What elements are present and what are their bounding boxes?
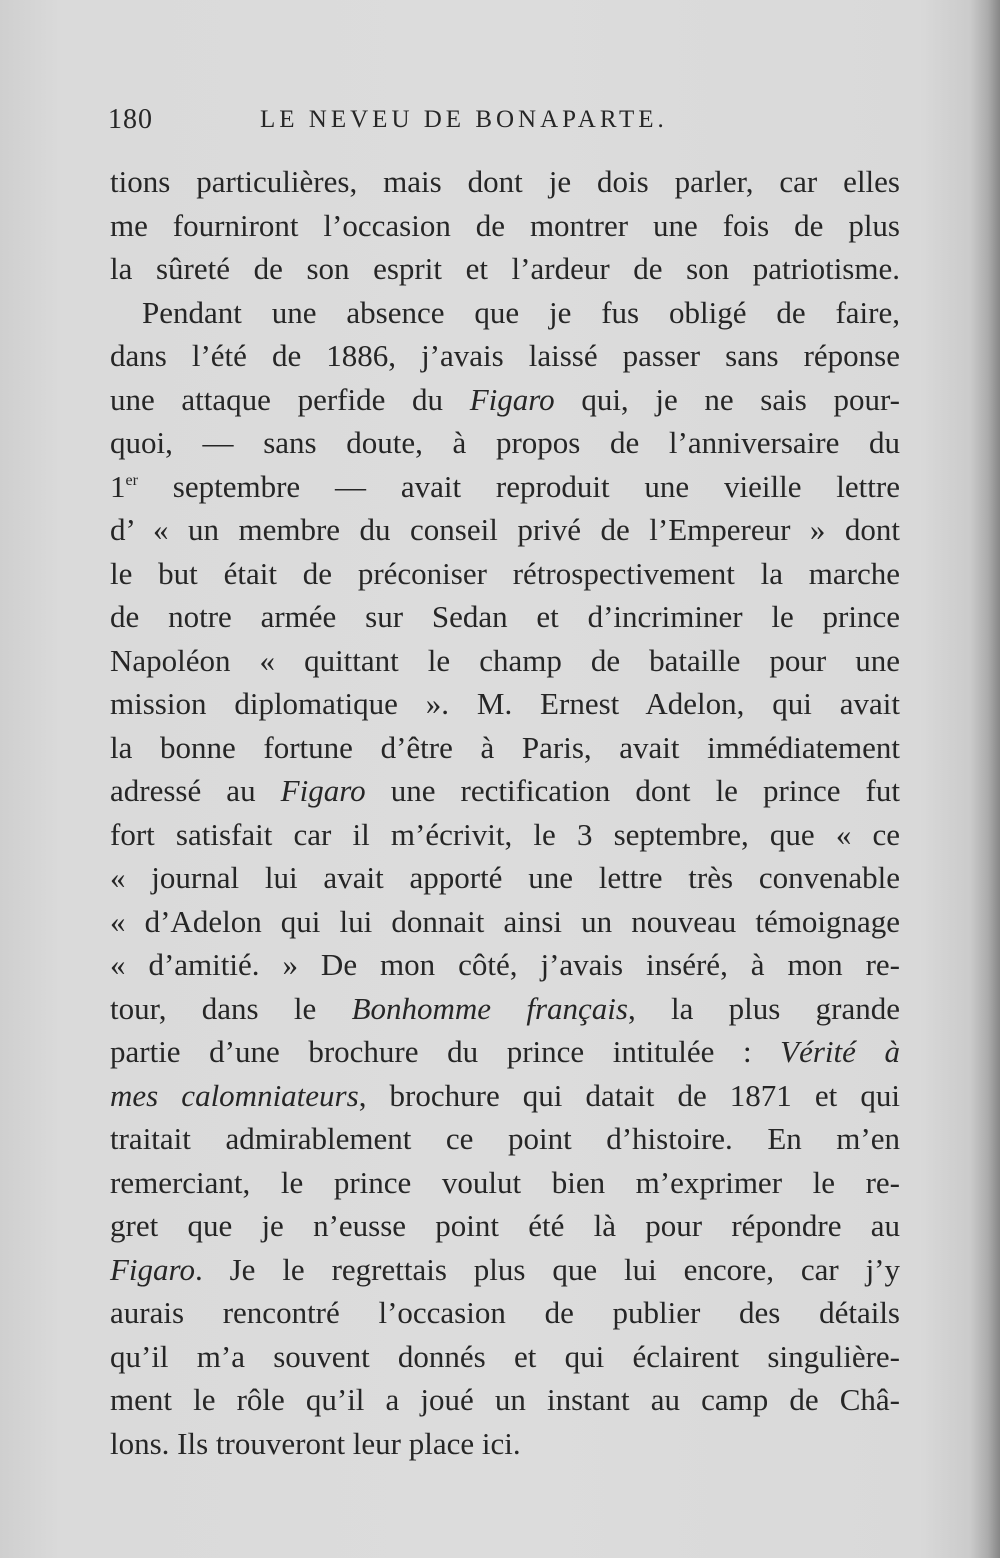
text-segment: tour, dans le [110,990,352,1026]
italic-title: Figaro [280,773,366,808]
page-number: 180 [108,104,153,135]
text-segment: lons. Ils trouveront leur place ici. [110,1425,521,1461]
text-line [110,1030,900,1074]
text-line [110,508,900,552]
text-segment: tions particulières, mais dont je dois parler, car elles [110,164,900,199]
text-line [110,204,900,248]
text-line [110,769,900,813]
text-line [110,378,900,422]
text-segment: dans l’été de 1886, j’avais laissé passer sans réponse [110,338,900,373]
text-segment: la bonne fortune d’être à Paris, avait immédiatement [110,729,900,765]
text-segment: Napoléon « quittant le champ de bataille pour une [110,642,900,678]
text-line [110,1161,900,1205]
text-segment: ment le rôle qu’il a joué un instant au camp de Châ- [110,1382,900,1417]
page-header [108,104,748,144]
text-segment: septembre — avait reproduit une vieille lettre [137,468,900,504]
text-segment: « d’amitié. » De mon côté, j’avais inséré, à mon re- [110,947,900,982]
text-line [110,1074,900,1118]
text-segment: une rectification dont le prince fut [365,773,900,808]
text-segment: d’ « un membre du conseil privé de l’Empereur » dont [110,512,900,547]
text-segment: le but était de préconiser rétrospectivement la marche [110,555,900,591]
text-line [110,1378,900,1422]
text-segment: qui, je ne sais pour- [554,381,900,417]
running-title: LE NEVEU DE BONAPARTE. [260,106,668,133]
text-line [110,160,900,204]
text-segment: de notre armée sur Sedan et d’incriminer le prince [110,599,900,634]
text-line [110,856,900,900]
text-line [110,1248,900,1292]
page-edge-shadow [970,0,1000,1558]
text-segment: Pendant une absence que je fus obligé de faire, [142,294,900,330]
italic-title: Bonhomme français [351,990,628,1026]
text-segment: adressé au [110,773,281,808]
text-segment: qu’il m’a souvent donnés et qui éclairent singulière- [110,1338,900,1374]
italic-title: Vérité à [780,1034,900,1069]
text-line [110,465,900,509]
text-segment: gret que je n’eusse point été là pour répondre au [110,1208,900,1243]
text-line [110,943,900,987]
text-segment: une attaque perfide du [110,381,470,417]
text-line [110,987,900,1031]
text-line [110,682,900,726]
text-segment: , brochure qui datait de 1871 et qui [358,1077,900,1113]
text-segment: aurais rencontré l’occasion de publier des détails [110,1295,900,1330]
text-segment: quoi, — sans doute, à propos de l’anniversaire du [110,425,900,460]
text-line [110,1204,900,1248]
text-segment: remerciant, le prince voulut bien m’exprimer le re- [110,1164,900,1200]
text-segment: . Je le regrettais plus que lui encore, car j’y [194,1251,900,1287]
text-segment: « journal lui avait apporté une lettre très convenable [110,860,900,895]
text-segment: fort satisfait car il m’écrivit, le 3 septembre, que « ce [110,816,900,852]
text-segment: la sûreté de son esprit et l’ardeur de son patriotisme. [110,251,900,286]
text-segment: me fourniront l’occasion de montrer une fois de plus [110,207,900,243]
text-segment: , la plus grande [627,990,901,1026]
text-line [110,552,900,596]
text-line [110,1335,900,1379]
italic-title: Figaro [110,1251,195,1287]
ordinal-superscript: er [125,471,138,489]
text-line [110,726,900,770]
text-line [110,813,900,857]
text-line [110,639,900,683]
text-line-last [110,1422,900,1466]
text-line [110,1291,900,1335]
text-segment: traitait admirablement ce point d’histoire. En m’en [110,1121,900,1156]
text-line [110,247,900,291]
text-segment: partie d’une brochure du prince intitulée : [110,1034,781,1069]
body-text [110,160,900,1465]
text-line [110,334,900,378]
text-line [110,1117,900,1161]
text-segment: mission diplomatique ». M. Ernest Adelon, qui avait [110,686,900,721]
text-line [110,421,900,465]
text-line [110,900,900,944]
italic-title: Figaro [469,381,555,417]
text-segment: « d’Adelon qui lui donnait ainsi un nouveau témoignage [110,903,900,939]
text-line [110,595,900,639]
text-segment: 1 [110,468,126,504]
paragraph-start-line [110,291,900,335]
italic-title: mes calomniateurs [110,1077,359,1113]
